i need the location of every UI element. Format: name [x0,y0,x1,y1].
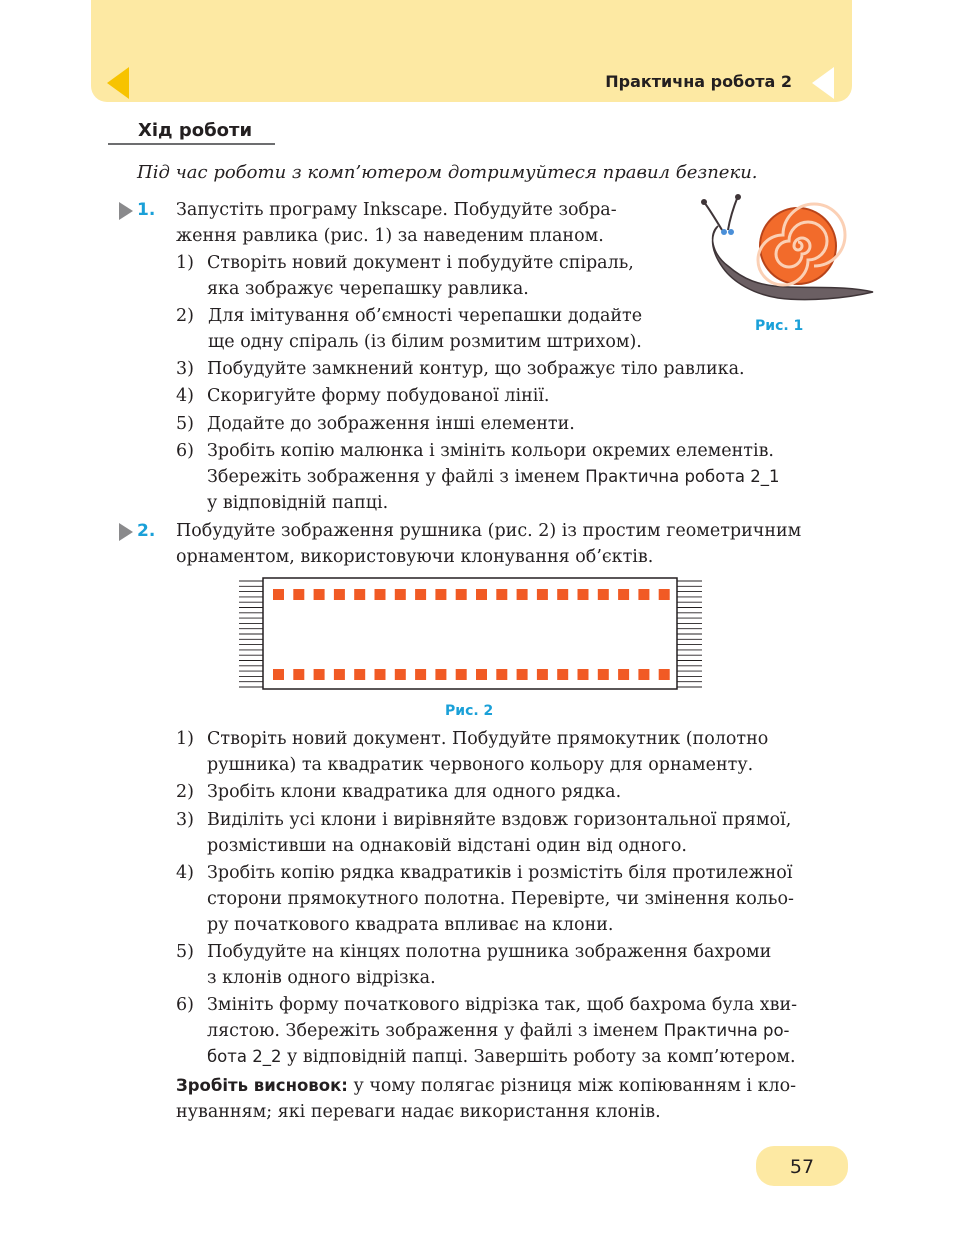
ornament-square [618,669,629,680]
ornament-square [456,669,467,680]
filename: бота 2_2 [207,1047,282,1066]
task-number: 1. [137,200,156,220]
safety-note: Під час роботи з комп’ютером дотримуйтеся правил безпеки. [137,162,758,183]
task-marker-icon [119,202,133,220]
step-text: ру початкового квадрата впливає на клони. [207,915,614,935]
page-number-badge [756,1146,848,1186]
ornament-square [537,669,548,680]
ornament-square [517,669,528,680]
ornament-square [557,589,568,600]
step-text: Зробіть копію рядка квадратиків і розмістіть біля протилежної [207,863,793,883]
task-number: 2. [137,521,156,541]
ornament-square [415,589,426,600]
section-title: Хід роботи [138,120,253,141]
step-text: рушника) та квадратик червоного кольору для орнаменту. [207,755,754,775]
task2-line: Побудуйте зображення рушника (рис. 2) із простим геометричним [176,521,802,541]
task1-line: Запустіть програму Inkscape. Побудуйте зобра- [176,200,617,220]
figure-caption: Рис. 2 [445,703,494,719]
ornament-square [598,669,609,680]
task2-line: орнаментом, використовуючи клонування об’єктів. [176,547,654,567]
ornament-square [578,669,589,680]
fringe-right [677,581,702,687]
ornament-square [395,669,406,680]
ornament-square [517,589,528,600]
header-title: Практична робота 2 [605,72,792,91]
ornament-square [273,589,284,600]
ornament-square [557,669,568,680]
ornament-square [496,589,507,600]
task1-line: ження равлика (рис. 1) за наведеним планом. [176,226,604,246]
step-text: яка зображує черепашку равлика. [207,279,529,299]
ornament-square [334,589,345,600]
forward-triangle-icon [812,67,834,99]
ornament-square [496,669,507,680]
ornament-square [334,669,345,680]
towel-figure [236,576,706,692]
step-text: Створіть новий документ. Побудуйте прямокутник (полотно [207,729,769,749]
ornament-square [375,589,386,600]
step-text: Виділіть усі клони і вирівняйте вздовж горизонтальної прямої, [207,810,792,830]
conclusion-line: нуванням; які переваги надає використання клонів. [176,1102,661,1122]
step-text: Побудуйте на кінцях полотна рушника зображення бахроми [207,942,772,962]
step-number: 3) [176,359,194,379]
step-number: 2) [176,306,194,326]
ornament-square [659,589,670,600]
back-triangle-icon [107,67,129,99]
ornament-square [476,589,487,600]
snail-figure [698,194,878,309]
step-number: 1) [176,253,194,273]
step-number: 5) [176,942,194,962]
page-number: 57 [789,1156,815,1178]
ornament-square [659,669,670,680]
step-number: 3) [176,810,194,830]
ornament-square [375,669,386,680]
ornament-square [435,669,446,680]
conclusion-label: Зробіть висновок: [176,1076,348,1095]
step-number: 4) [176,386,194,406]
step-text: Побудуйте замкнений контур, що зображує тіло равлика. [207,359,745,379]
ornament-square [314,669,325,680]
step-text: сторони прямокутного полотна. Перевірте, чи змінення кольо- [207,889,794,909]
section-underline [108,143,275,145]
step-number: 6) [176,441,194,461]
ornament-square [638,669,649,680]
step-text: бота 2_2 у відповідній папці. Завершіть роботу за комп’ютером. [207,1047,796,1067]
step-text: Для імітування об’ємності черепашки додайте [208,306,643,326]
filename: Практична ро- [663,1021,790,1040]
filename: Практична робота 2_1 [585,467,780,486]
figure-caption: Рис. 1 [755,318,804,334]
step-text: Створіть новий документ і побудуйте спіраль, [207,253,634,273]
step-text: Скоригуйте форму побудованої лінії. [207,386,550,406]
ornament-square [395,589,406,600]
step-text: ще одну спіраль (із білим розмитим штрихом). [208,332,642,352]
fringe-left [239,581,263,687]
ornament-square [415,669,426,680]
step-text: Змініть форму початкового відрізка так, щоб бахрома була хви- [207,995,798,1015]
step-text: Зробіть копію малюнка і змініть кольори окремих елементів. [207,441,774,461]
towel-canvas [263,578,677,689]
ornament-square [618,589,629,600]
ornament-square [354,669,365,680]
ornament-square [456,589,467,600]
step-text: Додайте до зображення інші елементи. [207,414,575,434]
step-number: 4) [176,863,194,883]
ornament-square [598,589,609,600]
step-text: у відповідній папці. [207,493,389,513]
ornament-square [293,589,304,600]
step-number: 1) [176,729,194,749]
ornament-square [354,589,365,600]
ornament-square [314,589,325,600]
step-text: Збережіть зображення у файлі з іменем Практична робота 2_1 [207,467,780,487]
ornament-square [537,589,548,600]
step-text: розмістивши на однаковій відстані один від одного. [207,836,687,856]
step-text: лястою. Збережіть зображення у файлі з іменем Практична ро- [207,1021,790,1041]
step-number: 6) [176,995,194,1015]
ornament-square [435,589,446,600]
task-marker-icon [119,523,133,541]
step-text: з клонів одного відрізка. [207,968,436,988]
ornament-square [293,669,304,680]
ornament-square [638,589,649,600]
ornament-square [273,669,284,680]
step-number: 5) [176,414,194,434]
step-text: Зробіть клони квадратика для одного рядка. [207,782,622,802]
conclusion-line: Зробіть висновок: у чому полягає різниця між копіюванням і кло- [176,1076,797,1096]
ornament-square [476,669,487,680]
ornament-square [578,589,589,600]
step-number: 2) [176,782,194,802]
